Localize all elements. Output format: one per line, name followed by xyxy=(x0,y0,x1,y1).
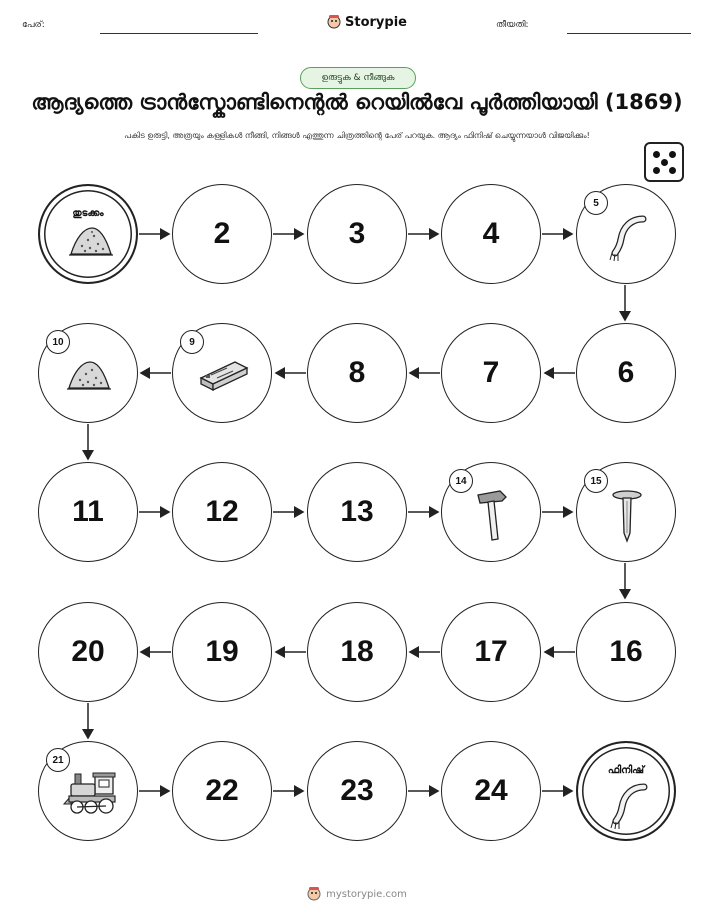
instructions: പകിട ഉരുട്ടി, അത്രയും കള്ളികൾ നീങ്ങി, നിങ്ങൾ എത്തുന്ന ചിത്രത്തിന്റെ പേര് പറയുക. ആദ്യം ഫിനിഷ് ചെയ്യുന്നയാൾ വിജയിക്കും! xyxy=(124,131,590,140)
steam-locomotive-icon xyxy=(61,770,119,816)
space-number: 4 xyxy=(482,217,500,250)
space-number: 24 xyxy=(474,774,508,807)
space-number: 7 xyxy=(482,356,500,389)
space-number: 18 xyxy=(340,635,374,668)
name-label: പേര്: xyxy=(22,20,45,30)
footer xyxy=(0,886,714,902)
rope-icon xyxy=(602,781,652,831)
space-number: 23 xyxy=(340,774,374,807)
railroad-tie-icon xyxy=(197,356,249,392)
space-number: 8 xyxy=(348,356,366,389)
space-number: 11 xyxy=(72,495,104,528)
board-space-24 xyxy=(441,741,541,841)
date-label: തീയതി: xyxy=(496,20,529,30)
rope-icon xyxy=(601,213,651,263)
page-title: ആദ്യത്തെ ട്രാൻസ്കോണ്ടിനെന്റൽ റെയിൽവേ പൂർത്തിയായി (1869) xyxy=(31,90,683,114)
footer-url[interactable]: mystorypie.com xyxy=(326,888,407,900)
gravel-pile-icon xyxy=(66,358,112,392)
board-space-12 xyxy=(172,462,272,562)
board-space-16 xyxy=(576,602,676,702)
finish-label: ഫിനിഷ് xyxy=(607,765,645,776)
space-number: 3 xyxy=(348,217,366,250)
brand-name: Storypie xyxy=(345,14,407,30)
space-number: 2 xyxy=(213,217,231,250)
railroad-spike-icon xyxy=(609,487,645,545)
space-number: 22 xyxy=(205,774,239,807)
space-number: 12 xyxy=(205,495,239,528)
board-space-3 xyxy=(307,184,407,284)
board-space-4 xyxy=(441,184,541,284)
space-badge: 5 xyxy=(584,191,608,215)
board-space-8 xyxy=(307,323,407,423)
board-space-17 xyxy=(441,602,541,702)
activity-tag: ഉരുട്ടുക & നീങ്ങുക xyxy=(300,67,416,89)
space-badge: 15 xyxy=(584,469,608,493)
board-space-6 xyxy=(576,323,676,423)
hammer-icon xyxy=(472,487,512,543)
board-space-22 xyxy=(172,741,272,841)
space-number: 13 xyxy=(340,495,374,528)
board-space-13 xyxy=(307,462,407,562)
board-space-20 xyxy=(38,602,138,702)
finish-space xyxy=(576,741,676,841)
space-number: 17 xyxy=(474,635,508,668)
space-badge: 10 xyxy=(46,330,70,354)
start-space xyxy=(38,184,138,284)
space-number: 6 xyxy=(617,356,635,389)
board-space-2 xyxy=(172,184,272,284)
board-space-11 xyxy=(38,462,138,562)
storypie-mascot-icon xyxy=(307,886,321,902)
start-label: തുടക്കം xyxy=(72,208,104,219)
board-space-23 xyxy=(307,741,407,841)
space-number: 19 xyxy=(205,635,239,668)
board-space-19 xyxy=(172,602,272,702)
space-number: 20 xyxy=(71,635,105,668)
space-badge: 21 xyxy=(46,748,70,772)
space-badge: 9 xyxy=(180,330,204,354)
space-number: 16 xyxy=(609,635,643,668)
board-space-18 xyxy=(307,602,407,702)
board-space-7 xyxy=(441,323,541,423)
gravel-pile-icon xyxy=(68,224,114,258)
space-badge: 14 xyxy=(449,469,473,493)
